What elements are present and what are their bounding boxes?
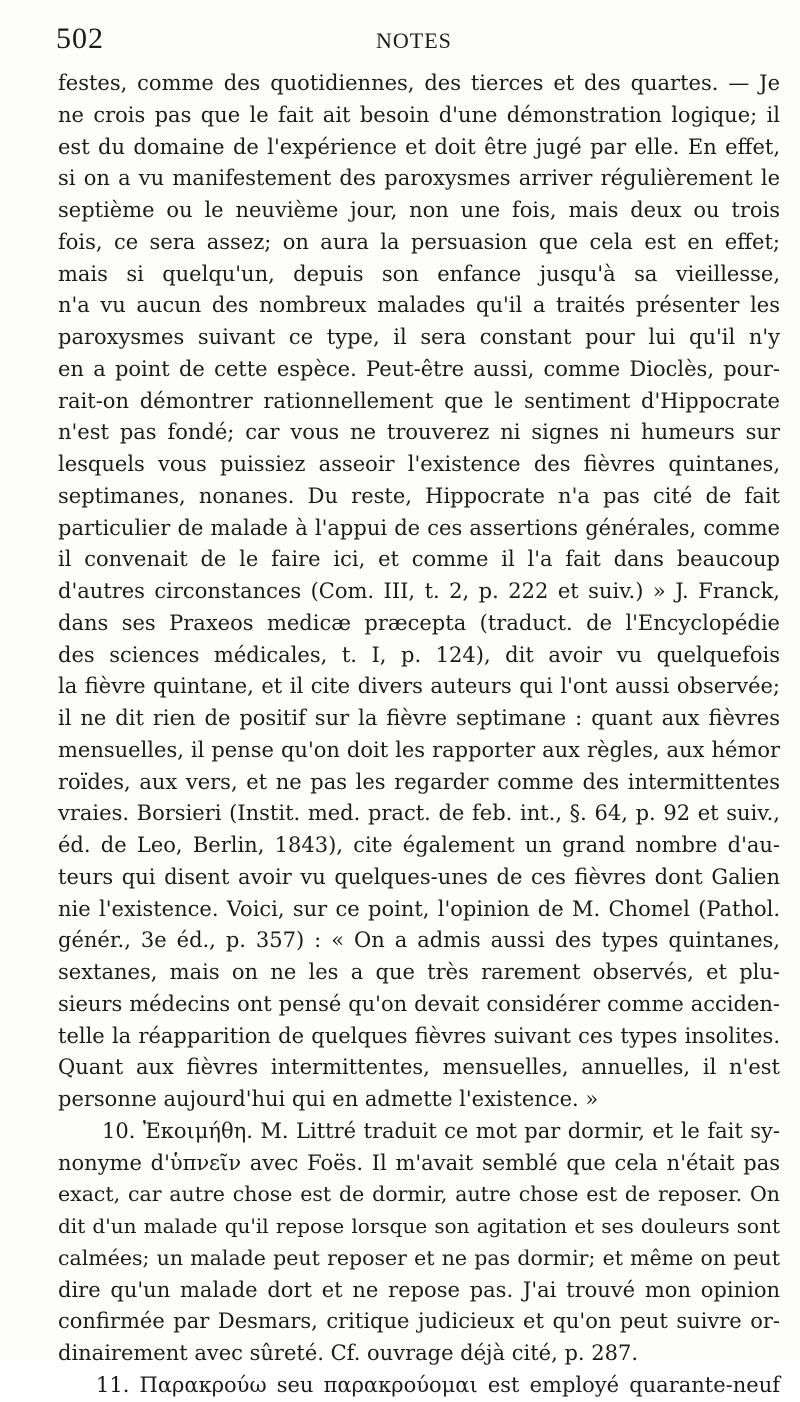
note-10-start: 10. Ἐκοιμήθη. M. Littré traduit ce mot par dormir, et le fait sy-: [102, 1118, 780, 1143]
text-line: est du domaine de l'expérience et doit être jugé par elle. En effet,: [58, 134, 780, 159]
text-line: nonyme d'ὑπνεῖν avec Foës. Il m'avait semblé que cela n'était pas: [58, 1150, 780, 1175]
text-line: il convenait de le faire ici, et comme il l'a fait dans beaucoup: [58, 547, 780, 572]
text-line: dans ses Praxeos medicæ præcepta (traduct. de l'Encyclopédie: [58, 610, 780, 635]
text-line: n'est pas fondé; car vous ne trouverez ni signes ni humeurs sur: [58, 420, 780, 445]
text-line: il ne dit rien de positif sur la fièvre septimane : quant aux fièvres: [58, 706, 780, 730]
text-line: vraies. Borsieri (Instit. med. pract. de feb. int., §. 64, p. 92 et suiv.,: [58, 801, 780, 826]
text-line: n'a vu aucun des nombreux malades qu'il a traités présenter les: [58, 293, 780, 318]
page-number: 502: [56, 22, 104, 55]
text-line: rait-on démontrer rationnellement que le sentiment d'Hippocrate: [58, 388, 780, 413]
text-line: fois, ce sera assez; on aura la persuasion que cela est en effet;: [58, 229, 780, 254]
text-line: génér., 3e éd., p. 357) : « On a admis aussi des types quintanes,: [58, 928, 780, 953]
text-line: festes, comme des quotidiennes, des tierces et des quartes. — Je: [58, 71, 780, 95]
text-line: teurs qui disent avoir vu quelques-unes de ces fièvres dont Galien: [58, 864, 780, 889]
text-line: des sciences médicales, t. I, p. 124), dit avoir vu quelquefois: [58, 642, 780, 667]
text-line: septième ou le neuvième jour, non une fois, mais deux ou trois: [58, 198, 780, 222]
text-line: calmées; un malade peut reposer et ne pas dormir; et même on peut: [58, 1245, 780, 1270]
page-body: [58, 68, 780, 1402]
text-line: exact, car autre chose est de dormir, autre chose est de reposer. On: [58, 1182, 780, 1207]
text-line: mensuelles, il pense qu'on doit les rapporter aux règles, aux hémor: [58, 737, 780, 762]
text-line: roïdes, aux vers, et ne pas les regarder comme des intermittentes: [58, 769, 780, 794]
text-line: sieurs médecins ont pensé qu'on devait considérer comme acciden-: [58, 991, 780, 1016]
paragraph-end-line: dinairement avec sûreté. Cf. ouvrage déjà cité, p. 287.: [58, 1341, 639, 1365]
text-line: la fièvre quintane, et il cite divers auteurs qui l'ont aussi observée;: [58, 674, 780, 699]
text-line: septimanes, nonanes. Du reste, Hippocrate n'a pas cité de fait: [58, 483, 780, 508]
text-line: dit d'un malade qu'il repose lorsque son agitation et ses douleurs sont: [58, 1214, 780, 1238]
text-line: telle la réapparition de quelques fièvres suivant ces types insolites.: [58, 1023, 780, 1048]
text-line: ne crois pas que le fait ait besoin d'une démonstration logique; il: [58, 102, 780, 127]
text-line: Quant aux fièvres intermittentes, mensuelles, annuelles, il n'est: [58, 1055, 780, 1080]
paragraph-end-line: personne aujourd'hui qui en admette l'existence. »: [58, 1087, 599, 1111]
text-line: lesquels vous puissiez asseoir l'existence des fièvres quintanes,: [58, 452, 780, 476]
text-line: d'autres circonstances (Com. III, t. 2, p. 222 et suiv.) » J. Franck,: [58, 579, 780, 603]
text-line: paroxysmes suivant ce type, il sera constant pour lui qu'il n'y: [58, 325, 780, 349]
text-line: mais si quelqu'un, depuis son enfance jusqu'à sa vieillesse,: [58, 261, 780, 286]
text-line: confirmée par Desmars, critique judicieux et qu'on peut suivre or-: [58, 1309, 780, 1334]
text-line: éd. de Leo, Berlin, 1843), cite également un grand nombre d'au-: [58, 833, 780, 857]
text-line: particulier de malade à l'appui de ces assertions générales, comme: [58, 515, 780, 540]
running-title: NOTES: [376, 28, 452, 53]
page-header: [56, 20, 776, 60]
note-11-start: 11. Παρακρούω seu παρακρούομαι est employé quarante-neuf: [96, 1372, 780, 1397]
text-line: si on a vu manifestement des paroxysmes arriver régulièrement le: [58, 166, 780, 191]
text-line: dire qu'un malade dort et ne repose pas. J'ai trouvé mon opinion: [58, 1277, 780, 1302]
text-line: nie l'existence. Voici, sur ce point, l'opinion de M. Chomel (Pathol.: [58, 896, 780, 921]
text-line: en a point de cette espèce. Peut-être aussi, comme Dioclès, pour-: [58, 356, 780, 381]
text-line: sextanes, mais on ne les a que très rarement observés, et plu-: [58, 960, 780, 984]
